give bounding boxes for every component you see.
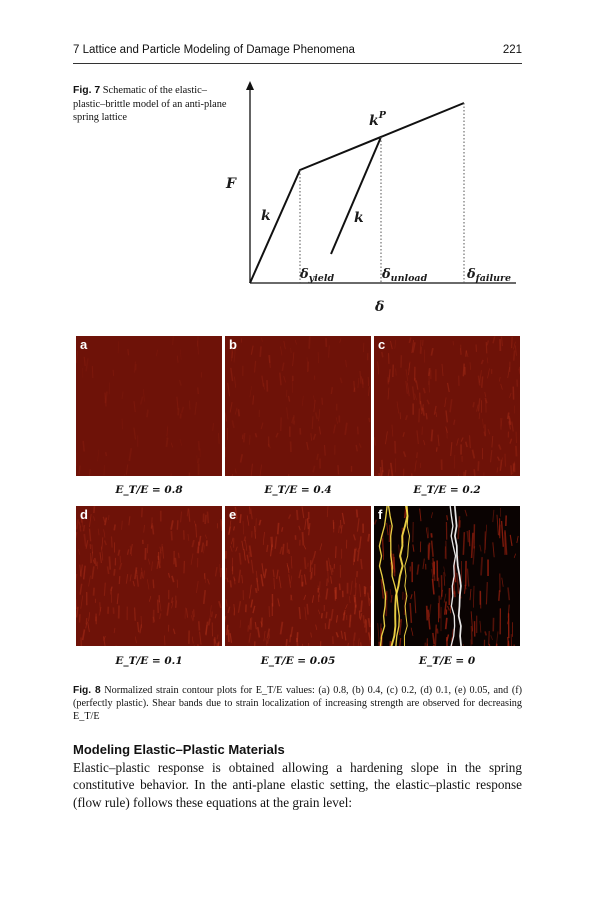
panel-c [374, 336, 520, 476]
panel-f [374, 506, 520, 646]
slope-k-unload: k [354, 210, 364, 226]
section-heading: Modeling Elastic–Plastic Materials [73, 742, 285, 757]
panel-letter: a [80, 337, 88, 352]
strain-contour-image [374, 336, 520, 476]
panel-a-label: E_T/E = 0.8 [115, 484, 183, 496]
fig8-label: Fig. 8 [73, 685, 101, 696]
strain-contour-image [374, 506, 520, 646]
force-label: F [226, 176, 236, 192]
panel-letter: f [378, 507, 383, 522]
header-rule [73, 63, 522, 64]
panel-letter: e [229, 507, 237, 522]
strain-contour-image [225, 336, 371, 476]
panel-letter: b [229, 337, 237, 352]
strain-contour-image [76, 506, 222, 646]
strain-contour-image [76, 336, 222, 476]
panel-e [225, 506, 371, 646]
panel-a [76, 336, 222, 476]
y-axis-arrow [246, 81, 254, 90]
page-number: 221 [502, 44, 522, 56]
slope-k-elastic: k [261, 208, 271, 224]
delta-axis-label: δ [375, 299, 385, 315]
fig8-caption [73, 684, 522, 724]
panel-letter: d [80, 507, 88, 522]
panel-letter: c [378, 337, 386, 352]
delta-failure-label: $\delta_{failure}$ [467, 267, 512, 284]
body-paragraph: Elastic–plastic response is obtained allowing a hardening slope in the spring constitutive behavior. In the anti-plane elastic setting, the elastic–plastic response (flow rule) follows these equations at the grain level: [73, 760, 522, 810]
delta-yield-label: $\delta_{yield}$ [300, 267, 335, 284]
chapter-title: 7 Lattice and Particle Modeling of Damage Phenomena [73, 44, 355, 56]
strain-contour-image [225, 506, 371, 646]
fig7-label: Fig. 7 [73, 85, 101, 96]
panel-e-label: E_T/E = 0.05 [260, 655, 336, 667]
panel-d [76, 506, 222, 646]
fig8-caption-text: Normalized strain contour plots for E_T/E values: (a) 0.8, (b) 0.4, (c) 0.2, (d) 0.1, (e) 0.05, and (f) (perfectly plastic). Shear bands due to strain localization of increasing strength are observed for decreasing E_T/E [73, 685, 523, 723]
slope-kp-label: $k^P$ [369, 110, 386, 129]
panel-b [225, 336, 371, 476]
delta-unload-label: $\delta_{unload}$ [382, 267, 428, 284]
panel-f-label: E_T/E = 0 [418, 655, 476, 667]
fig7-caption-text: Schematic of the elastic–plastic–brittle model of an anti-plane spring lattice [73, 85, 227, 123]
panel-b-label: E_T/E = 0.4 [264, 484, 332, 496]
running-header [73, 43, 522, 61]
panel-c-label: E_T/E = 0.2 [413, 484, 481, 496]
panel-d-label: E_T/E = 0.1 [115, 655, 183, 667]
fig7-caption [73, 84, 233, 125]
fig7-diagram [218, 78, 528, 318]
